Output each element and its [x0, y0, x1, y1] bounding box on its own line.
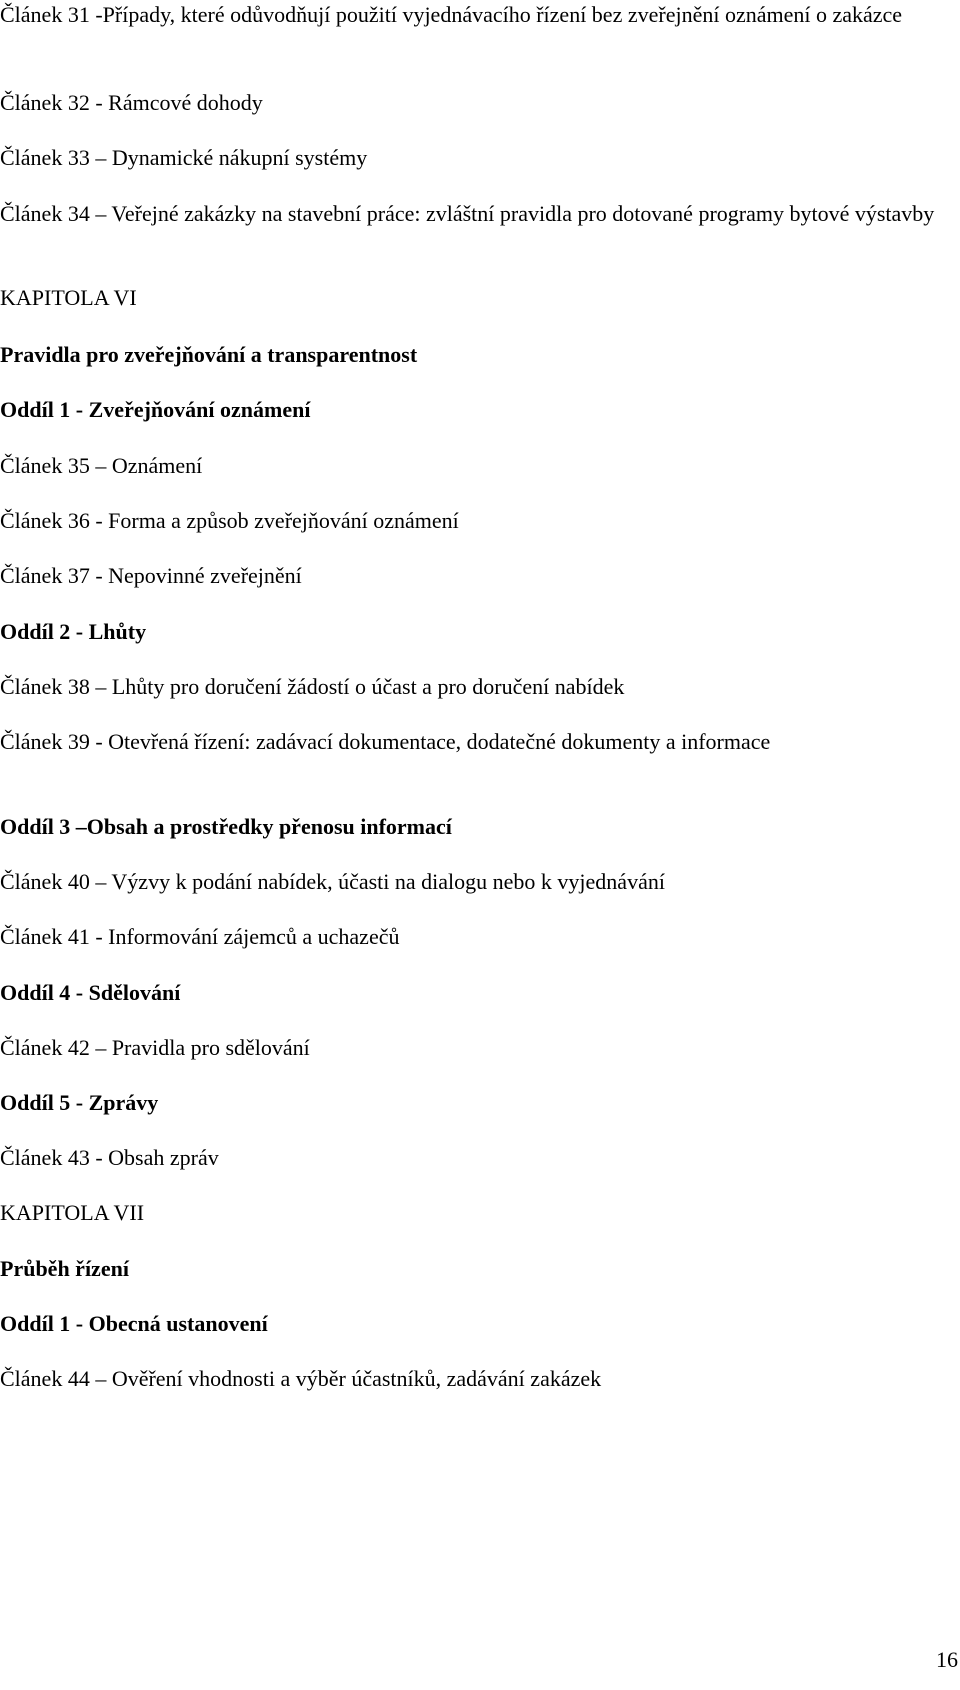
toc-chapter-7-title: Průběh řízení [0, 1256, 129, 1281]
toc-entry-article-33: Článek 33 – Dynamické nákupní systémy [0, 145, 368, 170]
toc-entry-article-36: Článek 36 - Forma a způsob zveřejňování oznámení [0, 508, 459, 533]
toc-entry-article-35: Článek 35 – Oznámení [0, 453, 203, 478]
toc-entry-article-37: Článek 37 - Nepovinné zveřejnění [0, 563, 302, 588]
toc-section-5-heading: Oddíl 5 - Zprávy [0, 1090, 159, 1115]
toc-section-4-heading: Oddíl 4 - Sdělování [0, 980, 181, 1005]
toc-entry-article-32: Článek 32 - Rámcové dohody [0, 90, 263, 115]
page-number: 16 [936, 1647, 958, 1672]
toc-chapter-7: KAPITOLA VII [0, 1200, 145, 1225]
toc-chapter-6: KAPITOLA VI [0, 285, 137, 310]
toc-entry-article-41: Článek 41 - Informování zájemců a uchazečů [0, 924, 400, 949]
toc-entry-article-31: Článek 31 -Případy, které odůvodňují použití vyjednávacího řízení bez zveřejnění oznámení o zakázce [0, 2, 903, 27]
toc-entry-article-43: Článek 43 - Obsah zpráv [0, 1145, 219, 1170]
toc-entry-article-34: Článek 34 – Veřejné zakázky na stavební práce: zvláštní pravidla pro dotované programy bytové výstavby [0, 201, 935, 226]
toc-entry-article-40: Článek 40 – Výzvy k podání nabídek, účasti na dialogu nebo k vyjednávání [0, 869, 665, 894]
toc-entry-article-38: Článek 38 – Lhůty pro doručení žádostí o účast a pro doručení nabídek [0, 674, 625, 699]
toc-section-1-general-heading: Oddíl 1 - Obecná ustanovení [0, 1311, 268, 1336]
toc-entry-article-39: Článek 39 - Otevřená řízení: zadávací dokumentace, dodatečné dokumenty a informace [0, 729, 771, 754]
toc-section-3-heading: Oddíl 3 –Obsah a prostředky přenosu informací [0, 814, 452, 839]
toc-section-1-heading: Oddíl 1 - Zveřejňování oznámení [0, 397, 311, 422]
toc-entry-article-42: Článek 42 – Pravidla pro sdělování [0, 1035, 310, 1060]
toc-chapter-6-title: Pravidla pro zveřejňování a transparentnost [0, 342, 418, 367]
toc-section-2-heading: Oddíl 2 - Lhůty [0, 619, 147, 644]
toc-entry-article-44: Článek 44 – Ověření vhodnosti a výběr účastníků, zadávání zakázek [0, 1366, 602, 1391]
